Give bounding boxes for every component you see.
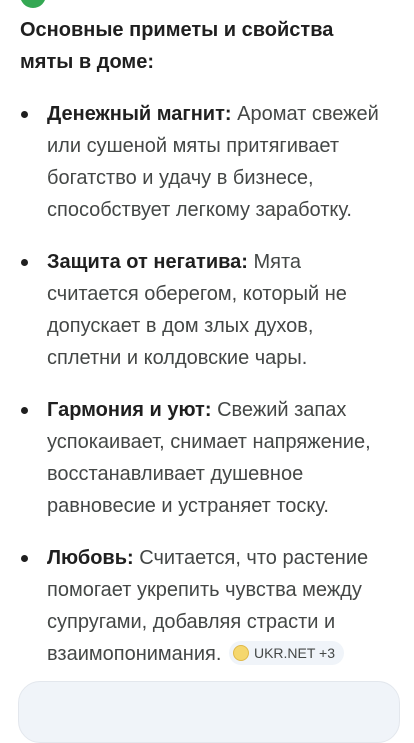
item-term: Гармония и уют: xyxy=(47,399,212,421)
list-item xyxy=(0,542,414,670)
item-text: Аромат свежей или сушеной мяты притягивает богатство и удачу в бизнесе, способствует легкому заработку. xyxy=(47,103,379,221)
item-term: Защита от негатива: xyxy=(47,251,248,273)
omens-list xyxy=(0,98,414,690)
bullet-icon xyxy=(21,555,28,562)
gemini-spark-icon xyxy=(20,0,46,8)
bullet-icon xyxy=(21,259,28,266)
item-text: Свежий запах успокаивает, снимает напряжение, восстанавливает душевное равновесие и устраняет тоску. xyxy=(47,399,371,517)
list-item xyxy=(0,394,414,522)
bullet-icon xyxy=(21,111,28,118)
bullet-icon xyxy=(21,407,28,414)
item-term: Денежный магнит: xyxy=(47,103,232,125)
list-item xyxy=(0,98,414,226)
prompt-input-card[interactable] xyxy=(18,681,400,743)
source-chip[interactable] xyxy=(229,641,344,665)
item-text: Считается, что растение помогает укрепить чувства между супругами, добавляя страсти и взаимопонимания. xyxy=(47,547,369,665)
item-text: Мята считается оберегом, который не допускает в дом злых духов, сплетни и колдовские чары. xyxy=(47,251,347,369)
list-item xyxy=(0,246,414,374)
section-heading: Основные приметы и свойства мяты в доме: xyxy=(20,19,334,73)
source-favicon-icon xyxy=(233,645,249,661)
item-term: Любовь: xyxy=(47,547,134,569)
source-chip-label: UKR.NET +3 xyxy=(253,644,335,661)
